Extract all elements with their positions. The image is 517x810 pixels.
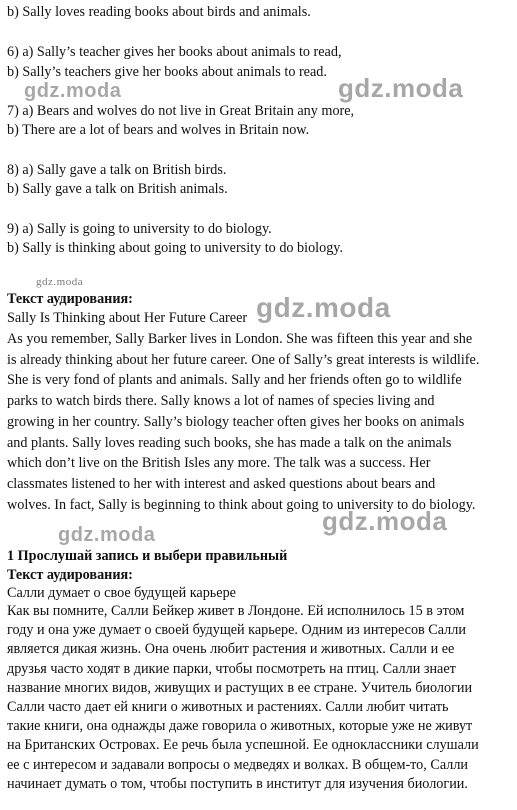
russian-line: начинает думать о том, чтобы поступить в институт для изучения биологии.: [7, 775, 468, 792]
watermark: gdz.moda: [36, 276, 84, 288]
watermark: gdz.moda: [24, 80, 122, 102]
english-line: She is very fond of plants and animals. Sally and her friends often go to wildlife: [7, 372, 462, 389]
russian-line: ее с интересом и задавали вопросы о медведях и волках. В общем-то, Салли: [7, 756, 469, 773]
english-line: is already thinking about her future career. One of Sally’s great interests is wildlife.: [7, 351, 480, 368]
english-heading: Текст аудирования:: [7, 291, 133, 307]
russian-line: друзья часто ходят в дикие парки, чтобы посмотреть на птиц. Салли знает: [7, 660, 456, 677]
option-6a: 6) a) Sally’s teacher gives her books about animals to read,: [7, 44, 342, 60]
option-8b: b) Sally gave a talk on British animals.: [7, 181, 228, 197]
watermark: gdz.moda: [58, 524, 156, 546]
english-line: As you remember, Sally Barker lives in London. She was fifteen this year and she: [7, 331, 473, 347]
option-9a: 9) a) Sally is going to university to do biology.: [7, 221, 272, 237]
option-6b: b) Sally’s teachers give her books about animals to read.: [7, 64, 327, 80]
russian-task: 1 Прослушай запись и выбери правильный: [7, 548, 288, 564]
russian-paragraph: [7, 602, 507, 794]
russian-line: Салли часто дает ей книги о животных и растениях. Салли любит читать: [7, 699, 449, 716]
english-line: parks to watch birds there. Sally knows a lot of names of species living and: [7, 393, 435, 410]
watermark: gdz.moda: [322, 506, 448, 536]
russian-line: Как вы помните, Салли Бейкер живет в Лондоне. Ей исполнилось 15 в этом: [7, 603, 465, 619]
english-paragraph: [7, 329, 507, 515]
russian-heading: Текст аудирования:: [7, 567, 133, 583]
option-9b: b) Sally is thinking about going to university to do biology.: [7, 240, 344, 256]
russian-line: на Британских Островах. Ее речь была успешной. Ее одноклассники слушали: [7, 737, 479, 754]
option-7b: b) There are a lot of bears and wolves in Britain now.: [7, 122, 310, 138]
english-line: which don’t live on the British Isles any more. The talk was a success. Her: [7, 455, 431, 472]
english-title: Sally Is Thinking about Her Future Career: [7, 310, 248, 326]
watermark: gdz.moda: [256, 292, 391, 323]
russian-line: название многих видов, живущих и растущих в ее стране. Учитель биологии: [7, 679, 473, 696]
english-line: and plants. Sally loves reading such books, she has made a talk on the animals: [7, 434, 452, 451]
english-line: growing in her country. Sally’s biology teacher often gives her books on animals: [7, 413, 465, 430]
option-5b: b) Sally loves reading books about birds and animals.: [7, 4, 311, 20]
english-line: wolves. In fact, Sally is beginning to think about going to university to do biology.: [7, 496, 476, 513]
option-8a: 8) a) Sally gave a talk on British birds.: [7, 162, 227, 178]
russian-title: Салли думает о свое будущей карьере: [7, 585, 236, 601]
option-7a: 7) a) Bears and wolves do not live in Great Britain any more,: [7, 103, 355, 119]
russian-line: году и она уже думает о своей будущей карьере. Одним из интересов Салли: [7, 622, 466, 639]
english-line: classmates listened to her with interest and asked questions about bears and: [7, 475, 436, 492]
russian-line: такие книги, она однажды даже говорила о животных, которые уже не живут: [7, 718, 473, 735]
russian-line: является дикая жизнь. Она очень любит растения и животных. Салли и ее: [7, 641, 455, 658]
watermark: gdz.moda: [338, 73, 464, 103]
